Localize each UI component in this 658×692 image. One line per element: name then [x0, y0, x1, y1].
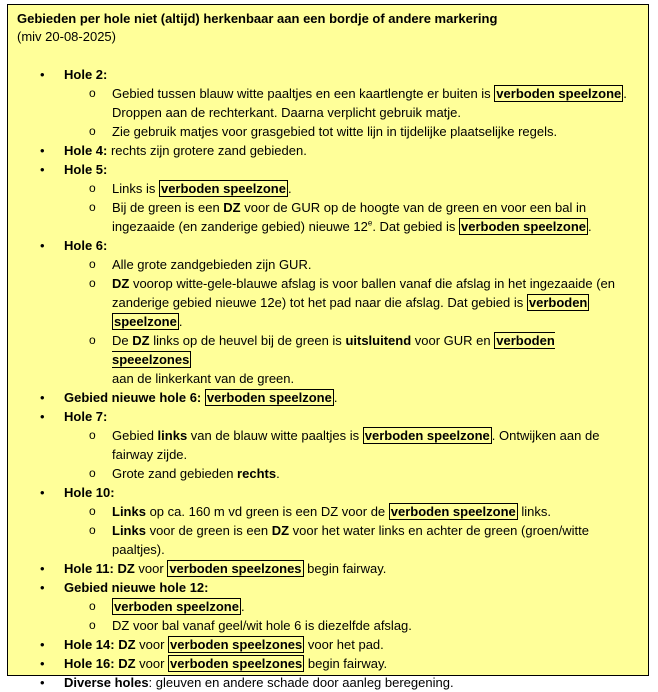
- bullet: •: [40, 580, 45, 595]
- list-item-hole-6: [8, 236, 648, 255]
- text: ingezaaide (en zanderige gebied) nieuwe 12: [112, 219, 368, 234]
- text: . Dat gebied is: [372, 219, 460, 234]
- text: zanderige gebied nieuwe 12e) tot het pad naar die afslag. Dat gebied is: [112, 295, 527, 310]
- text: Droppen aan de rechterkant. Daarna verplicht gebruik matje.: [112, 105, 462, 120]
- text: .: [178, 314, 183, 329]
- sub-item: [8, 331, 648, 388]
- text: op ca. 160 m vd green is een DZ voor de: [145, 504, 389, 519]
- bullet: o: [89, 504, 96, 518]
- text: rechts zijn grotere zand gebieden.: [107, 143, 307, 158]
- list-item-hole-7: [8, 407, 648, 426]
- text: voorop witte-gele-blauwe afslag is voor ballen vanaf die afslag in het ingezaaide (en: [129, 276, 615, 291]
- zone-marker: verboden speelzone: [461, 219, 587, 234]
- bullet: o: [89, 181, 96, 195]
- bullet: o: [89, 276, 96, 290]
- sub-item: [8, 521, 648, 559]
- list-item-hole-11: [8, 559, 648, 578]
- zone-marker: verboden speelzones: [170, 656, 303, 671]
- hole-label: Hole 10:: [64, 485, 115, 500]
- bullet: •: [40, 143, 45, 158]
- sub-item: [8, 464, 648, 483]
- bullet: o: [89, 466, 96, 480]
- page-subtitle: (miv 20-08-2025): [17, 29, 116, 44]
- bullet: •: [40, 67, 45, 82]
- text: aan de linkerkant van de green.: [112, 371, 295, 386]
- text: .: [240, 599, 245, 614]
- bullet: •: [40, 390, 45, 405]
- zone-marker: verboden speelzone: [496, 86, 622, 101]
- list-item-hole-5: [8, 160, 648, 179]
- zone-marker: verboden speelzone: [206, 390, 332, 405]
- hole-list: [8, 65, 648, 692]
- sub-item: [8, 502, 648, 521]
- list-item-hole-14: [8, 635, 648, 654]
- bullet: •: [40, 637, 45, 652]
- text: : gleuven en andere schade door aanleg beregening.: [148, 675, 454, 690]
- text: voor de green is een: [145, 523, 272, 538]
- text: Links: [112, 504, 146, 519]
- text: DZ: [271, 523, 290, 538]
- page-title: Gebieden per hole niet (altijd) herkenbaar aan een bordje of andere markering: [17, 11, 498, 26]
- text: begin fairway.: [304, 656, 388, 671]
- text: voor: [135, 637, 169, 652]
- hole-label: Hole 14:: [64, 637, 115, 652]
- text: van de blauw witte paaltjes is: [187, 428, 363, 443]
- list-item-hole-16: [8, 654, 648, 673]
- bullet: o: [89, 599, 96, 613]
- bullet: o: [89, 257, 96, 271]
- text-line: [112, 312, 636, 331]
- zone-marker: verboden speelzone: [160, 181, 286, 196]
- text-line: [112, 217, 636, 236]
- zone-marker: verboden speeelzones: [112, 333, 555, 367]
- sub-item: [8, 179, 648, 198]
- bullet: o: [89, 333, 96, 347]
- bullet: •: [40, 561, 45, 576]
- sub-item: [8, 255, 648, 274]
- hole-label: Hole 16:: [64, 656, 115, 671]
- text: . Ontwijken aan de: [491, 428, 600, 443]
- text: links.: [517, 504, 551, 519]
- bullet: o: [89, 86, 96, 100]
- text: DZ: [223, 200, 241, 215]
- hole-label: Diverse holes: [64, 675, 149, 690]
- bullet: •: [40, 162, 45, 177]
- hole-label: Hole 2:: [64, 67, 108, 82]
- bullet: o: [89, 428, 96, 442]
- superscript: e: [367, 218, 373, 228]
- text: voor het pad.: [304, 637, 384, 652]
- bullet: o: [89, 124, 96, 138]
- text: Alle grote zandgebieden zijn GUR.: [112, 257, 312, 272]
- bullet: •: [40, 238, 45, 253]
- text: Zie gebruik matjes voor grasgebied tot witte lijn in tijdelijke plaatselijke regels.: [112, 124, 558, 139]
- text: fairway zijde.: [112, 447, 188, 462]
- text: De: [112, 333, 133, 348]
- zone-marker: verboden speelzone: [364, 428, 490, 443]
- text: DZ: [132, 333, 150, 348]
- sub-item: [8, 122, 648, 141]
- text: Bij de green is een: [112, 200, 224, 215]
- text: rechts: [237, 466, 277, 481]
- text: .: [287, 181, 292, 196]
- list-item-diverse-holes: [8, 673, 648, 692]
- text: .: [588, 219, 592, 234]
- text: uitsluitend: [345, 333, 412, 348]
- text: begin fairway.: [303, 561, 387, 576]
- text: DZ: [112, 276, 130, 291]
- text: Links: [112, 523, 146, 538]
- text: Gebied: [112, 428, 158, 443]
- text: .: [623, 86, 627, 101]
- bullet: o: [89, 200, 96, 214]
- sub-item: [8, 426, 648, 464]
- sub-item: [8, 597, 648, 616]
- hole-label: Hole 5:: [64, 162, 108, 177]
- sub-item: [8, 198, 648, 236]
- text: voor het water links en achter de green (groen/witte: [289, 523, 589, 538]
- list-item-hole-4: [8, 141, 648, 160]
- list-item-hole-2: [8, 65, 648, 84]
- list-item-new-hole-6: [8, 388, 648, 407]
- bullet: •: [40, 485, 45, 500]
- text: links: [157, 428, 188, 443]
- list-item-new-hole-12: [8, 578, 648, 597]
- zone-marker: verboden speelzone: [390, 504, 516, 519]
- bullet: •: [40, 656, 45, 671]
- hole-label: Gebied nieuwe hole 12:: [64, 580, 209, 595]
- text: voor de GUR op de hoogte van de green en voor een bal in: [240, 200, 587, 215]
- zone-marker: verboden speelzones: [169, 561, 302, 576]
- text-line: [112, 293, 636, 312]
- text: DZ voor bal vanaf geel/wit hole 6 is diezelfde afslag.: [112, 618, 412, 633]
- bullet: •: [40, 675, 45, 690]
- text: DZ: [114, 656, 136, 671]
- text: DZ: [113, 561, 135, 576]
- text: Grote zand gebieden: [112, 466, 238, 481]
- bullet: o: [89, 523, 96, 537]
- text: .: [333, 390, 338, 405]
- sub-item: [8, 84, 648, 122]
- text: .: [276, 466, 280, 481]
- hole-label: Hole 11:: [64, 561, 114, 576]
- sub-item: [8, 616, 648, 635]
- hole-label: Gebied nieuwe hole 6:: [64, 390, 202, 405]
- text: voor: [135, 656, 169, 671]
- zone-marker: verboden speelzones: [170, 637, 303, 652]
- bullet: •: [40, 409, 45, 424]
- hole-label: Hole 4:: [64, 143, 108, 158]
- document-box: [7, 4, 649, 690]
- list-item-hole-10: [8, 483, 648, 502]
- text: voor GUR en: [411, 333, 495, 348]
- text: Gebied tussen blauw witte paaltjes en een kaartlengte er buiten is: [112, 86, 495, 101]
- hole-label: Hole 7:: [64, 409, 108, 424]
- text: Links is: [112, 181, 159, 196]
- text: voor: [134, 561, 168, 576]
- text: links op de heuvel bij de green is: [149, 333, 346, 348]
- bullet: o: [89, 618, 96, 632]
- sub-item: [8, 274, 648, 331]
- zone-marker: verboden: [528, 295, 588, 310]
- zone-marker: verboden speelzone: [114, 599, 239, 614]
- text: DZ: [114, 637, 136, 652]
- text: paaltjes).: [112, 542, 165, 557]
- zone-marker: speelzone: [114, 314, 177, 329]
- hole-label: Hole 6:: [64, 238, 108, 253]
